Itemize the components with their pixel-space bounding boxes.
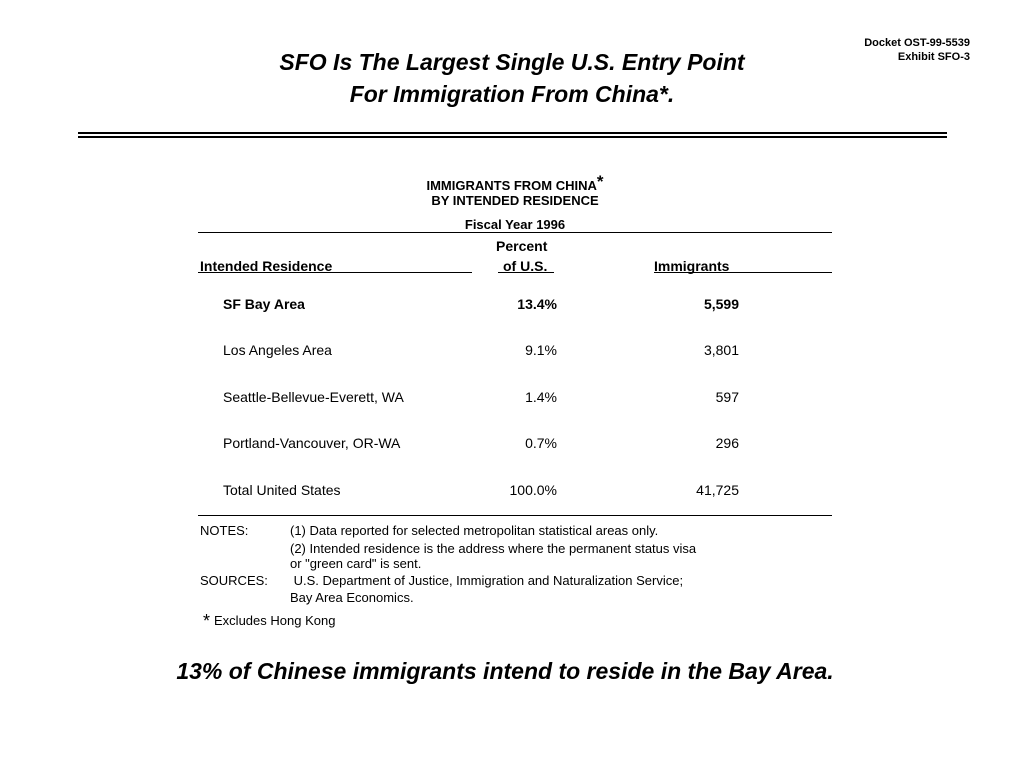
row-immigrants: 3,801	[703, 342, 739, 358]
note-2-line-2: or "green card" is sent.	[290, 556, 422, 571]
header-rule-1	[198, 272, 472, 273]
table-heading-line-2: BY INTENDED RESIDENCE	[431, 193, 599, 208]
header-rule-3	[654, 272, 832, 273]
footnote	[203, 609, 335, 630]
title-line-2: For Immigration From China*.	[349, 81, 675, 107]
table-heading	[198, 171, 832, 208]
table-bottom-rule	[198, 515, 832, 516]
row-residence: Portland-Vancouver, OR-WA	[223, 435, 401, 451]
header-rule-2	[498, 272, 554, 273]
immigrants-column-header: Immigrants	[654, 258, 730, 274]
note-2-line-1: (2) Intended residence is the address where the permanent status visa	[290, 541, 697, 556]
footnote-text: Excludes Hong Kong	[214, 613, 336, 628]
row-percent: 0.7%	[525, 435, 557, 451]
row-percent: 13.4%	[517, 296, 557, 312]
row-residence: SF Bay Area	[223, 296, 305, 312]
row-residence: Los Angeles Area	[223, 342, 332, 358]
row-residence: Seattle-Bellevue-Everett, WA	[223, 389, 404, 405]
fiscal-year-label: Fiscal Year 1996	[464, 217, 566, 232]
docket-number: Docket OST-99-5539	[864, 37, 970, 49]
row-percent: 9.1%	[525, 342, 557, 358]
percent-header-line-1: Percent	[496, 238, 548, 254]
row-immigrants: 597	[715, 389, 739, 405]
summary-tagline: 13% of Chinese immigrants intend to reside in the Bay Area.	[176, 658, 834, 684]
footnote-asterisk: *	[203, 611, 211, 631]
row-percent: 100.0%	[509, 482, 557, 498]
table-heading-asterisk: *	[596, 171, 604, 191]
row-residence: Total United States	[223, 482, 341, 498]
title-divider	[78, 132, 947, 138]
row-immigrants: 5,599	[703, 296, 739, 312]
table-top-rule	[198, 232, 832, 233]
sources-line-2: Bay Area Economics.	[290, 590, 414, 605]
exhibit-number: Exhibit SFO-3	[897, 51, 970, 63]
row-percent: 1.4%	[525, 389, 557, 405]
sources-line-1: U.S. Department of Justice, Immigration and Naturalization Service;	[290, 573, 684, 588]
table-heading-line-1: IMMIGRANTS FROM CHINA	[426, 178, 597, 193]
title-line-1: SFO Is The Largest Single U.S. Entry Point	[279, 49, 745, 75]
residence-column-header: Intended Residence	[200, 258, 333, 274]
sources-label: SOURCES:	[200, 573, 268, 588]
note-1: (1) Data reported for selected metropolitan statistical areas only.	[290, 523, 659, 538]
row-immigrants: 296	[715, 435, 739, 451]
page-title	[0, 46, 1024, 110]
notes-label: NOTES:	[200, 523, 249, 538]
percent-header-line-2: of U.S.	[503, 258, 548, 274]
row-immigrants: 41,725	[696, 482, 739, 498]
